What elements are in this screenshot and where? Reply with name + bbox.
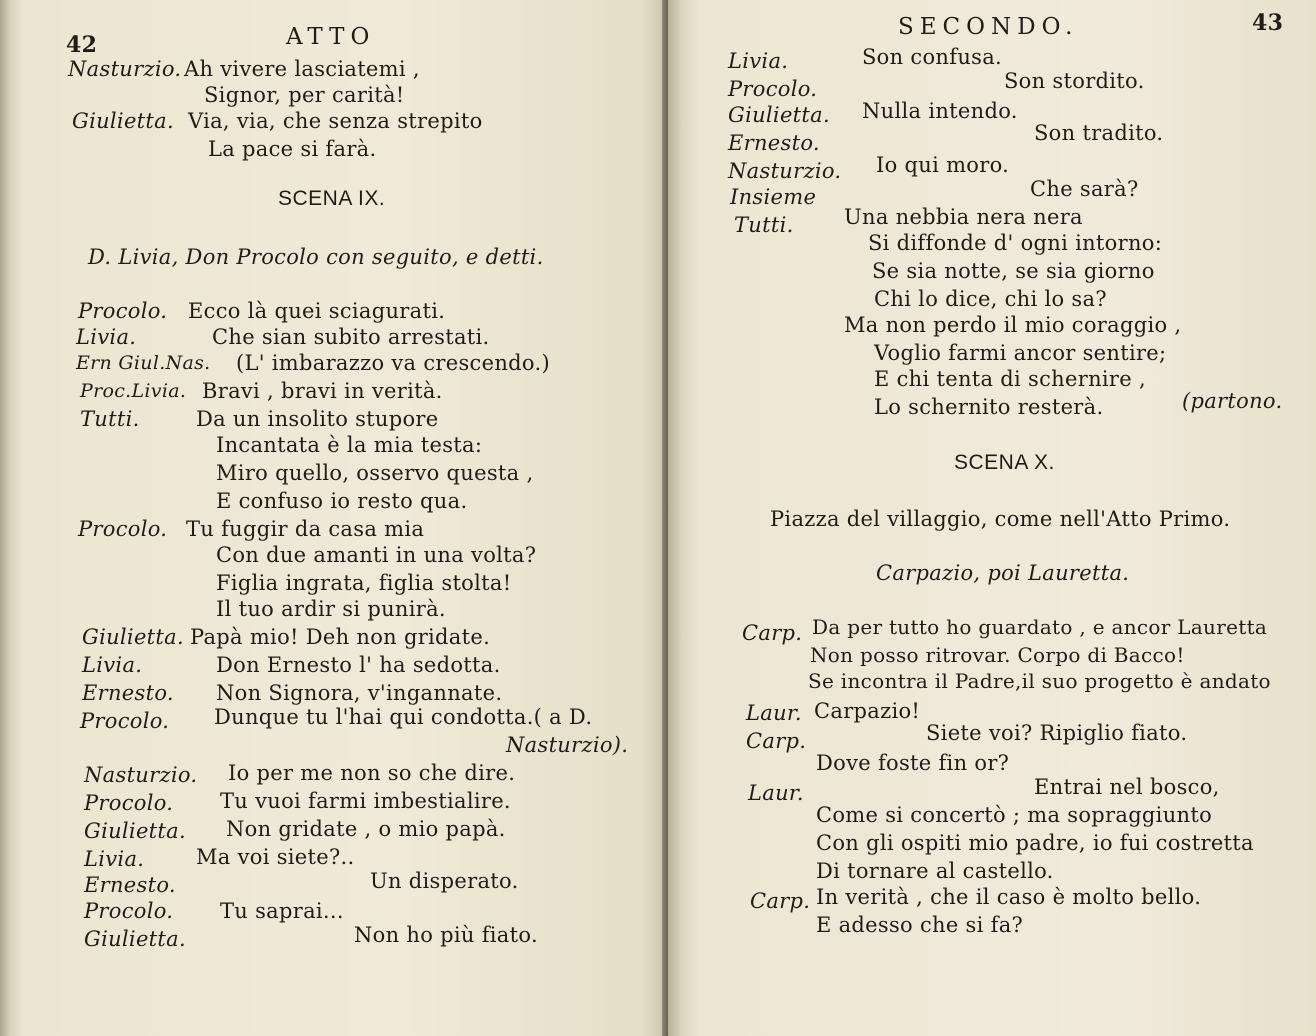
- scene-setting: Piazza del villaggio, come nell'Atto Primo.: [770, 507, 1231, 531]
- verse-line: Da un insolito stupore: [196, 407, 439, 431]
- speaker: Carp.: [742, 621, 803, 645]
- verse-line: (L' imbarazzo va crescendo.): [236, 351, 550, 375]
- speaker: Laur.: [746, 701, 802, 725]
- verse-line: Non gridate , o mio papà.: [226, 817, 506, 841]
- verse-line: Non posso ritrovar. Corpo di Bacco!: [810, 643, 1185, 667]
- verse-line: Si diffonde d' ogni intorno:: [868, 231, 1163, 255]
- verse-line: Che sian subito arrestati.: [212, 325, 490, 349]
- verse-line: Di tornare al castello.: [816, 859, 1054, 883]
- speaker: Procolo.: [84, 899, 174, 923]
- verse-line: E adesso che si fa?: [816, 913, 1024, 937]
- verse-line: Don Ernesto l' ha sedotta.: [216, 653, 501, 677]
- speaker: Tutti.: [734, 213, 794, 237]
- stage-direction: (partono.: [1182, 389, 1283, 413]
- verse-line: Un disperato.: [370, 869, 519, 893]
- verse-line: Ma voi siete?..: [196, 845, 355, 869]
- speaker: Livia.: [82, 653, 143, 677]
- verse-line: Ma non perdo il mio coraggio ,: [844, 313, 1182, 337]
- verse-line: Il tuo ardir si punirà.: [216, 597, 446, 621]
- speaker: Tutti.: [80, 407, 140, 431]
- speaker: Laur.: [748, 781, 804, 805]
- speaker: Livia.: [76, 325, 137, 349]
- scene-cast: Carpazio, poi Lauretta.: [876, 561, 1130, 585]
- scene-cast: D. Livia, Don Procolo con seguito, e detti.: [88, 245, 544, 269]
- verse-line: Via, via, che senza strepito: [188, 109, 483, 133]
- speaker: Ernesto.: [728, 131, 820, 155]
- verse-line: Dove foste fin or?: [816, 751, 1010, 775]
- verse-line: Io qui moro.: [876, 153, 1010, 177]
- verse-line: Come si concertò ; ma sopraggiunto: [816, 803, 1213, 827]
- verse-line: Incantata è la mia testa:: [216, 433, 483, 457]
- verse-line: Io per me non so che dire.: [228, 761, 516, 785]
- speaker: Procolo.: [78, 299, 168, 323]
- verse-line: Entrai nel bosco,: [1034, 775, 1220, 799]
- verse-line: Non ho più fiato.: [354, 923, 538, 947]
- speaker: Nasturzio.: [84, 763, 198, 787]
- verse-line: Voglio farmi ancor sentire;: [874, 341, 1167, 365]
- speaker: Procolo.: [80, 709, 170, 733]
- speaker: Giulietta.: [84, 819, 186, 843]
- speaker: Livia.: [84, 847, 145, 871]
- speaker: Nasturzio.: [728, 159, 842, 183]
- speaker: Proc.Livia.: [80, 380, 187, 402]
- verse-line: Se sia notte, se sia giorno: [872, 259, 1155, 283]
- verse-line: Non Signora, v'ingannate.: [216, 681, 503, 705]
- speaker: Carp.: [746, 729, 807, 753]
- verse-line: Da per tutto ho guardato , e ancor Lauretta: [812, 615, 1268, 639]
- speaker: Procolo.: [78, 517, 168, 541]
- speaker: Procolo.: [84, 791, 174, 815]
- verse-line: Con due amanti in una volta?: [216, 543, 537, 567]
- verse-line: Siete voi? Ripiglio fiato.: [926, 721, 1188, 745]
- page-number: 43: [1252, 10, 1284, 36]
- verse-line: In verità , che il caso è molto bello.: [816, 885, 1202, 909]
- verse-line: Con gli ospiti mio padre, io fui costretta: [816, 831, 1254, 855]
- verse-line: Ecco là quei sciagurati.: [188, 299, 446, 323]
- speaker: Giulietta.: [72, 109, 174, 133]
- verse-line: Che sarà?: [1030, 177, 1139, 201]
- speaker: Ern Giul.Nas.: [76, 352, 211, 374]
- verse-line: Figlia ingrata, figlia stolta!: [216, 571, 512, 595]
- speaker: Giulietta.: [728, 103, 830, 127]
- speaker: Giulietta.: [82, 625, 184, 649]
- verse-line: Tu fuggir da casa mia: [186, 517, 425, 541]
- verse-line: Son tradito.: [1034, 121, 1164, 145]
- verse-line: Nasturzio).: [506, 733, 629, 757]
- verse-line: Una nebbia nera nera: [844, 205, 1083, 229]
- verse-line: Se incontra il Padre,il suo progetto è andato: [808, 669, 1271, 693]
- verse-line: Son confusa.: [862, 45, 1003, 69]
- verse-line: E confuso io resto qua.: [216, 489, 468, 513]
- right-page: [668, 0, 1316, 1036]
- speaker: Procolo.: [728, 77, 818, 101]
- page-number: 42: [66, 32, 98, 58]
- verse-line: Lo schernito resterà.: [874, 395, 1104, 419]
- verse-line: La pace si farà.: [208, 137, 377, 161]
- verse-line: Son stordito.: [1004, 69, 1145, 93]
- running-head: ATTO: [286, 24, 376, 50]
- running-head: SECONDO.: [898, 14, 1079, 40]
- verse-line: Dunque tu l'hai qui condotta.( a D.: [214, 705, 593, 729]
- verse-line: Nulla intendo.: [862, 99, 1018, 123]
- speaker: Ernesto.: [84, 873, 176, 897]
- verse-line: E chi tenta di schernire ,: [874, 367, 1146, 391]
- speaker: Livia.: [728, 49, 789, 73]
- speaker: Insieme: [730, 185, 817, 209]
- speaker: Carp.: [750, 889, 811, 913]
- verse-line: Papà mio! Deh non gridate.: [190, 625, 491, 649]
- scene-heading: SCENA X.: [954, 451, 1055, 474]
- verse-line: Ah vivere lasciatemi ,: [184, 57, 420, 81]
- verse-line: Tu vuoi farmi imbestialire.: [220, 789, 511, 813]
- verse-line: Chi lo dice, chi lo sa?: [874, 287, 1107, 311]
- verse-line: Bravi , bravi in verità.: [202, 379, 443, 403]
- scene-heading: SCENA IX.: [278, 187, 386, 210]
- verse-line: Carpazio!: [814, 699, 921, 723]
- speaker: Ernesto.: [82, 681, 174, 705]
- verse-line: Tu saprai...: [220, 899, 344, 923]
- speaker: Nasturzio.: [68, 57, 182, 81]
- verse-line: Miro quello, osservo questa ,: [216, 461, 534, 485]
- speaker: Giulietta.: [84, 927, 186, 951]
- verse-line: Signor, per carità!: [204, 83, 405, 107]
